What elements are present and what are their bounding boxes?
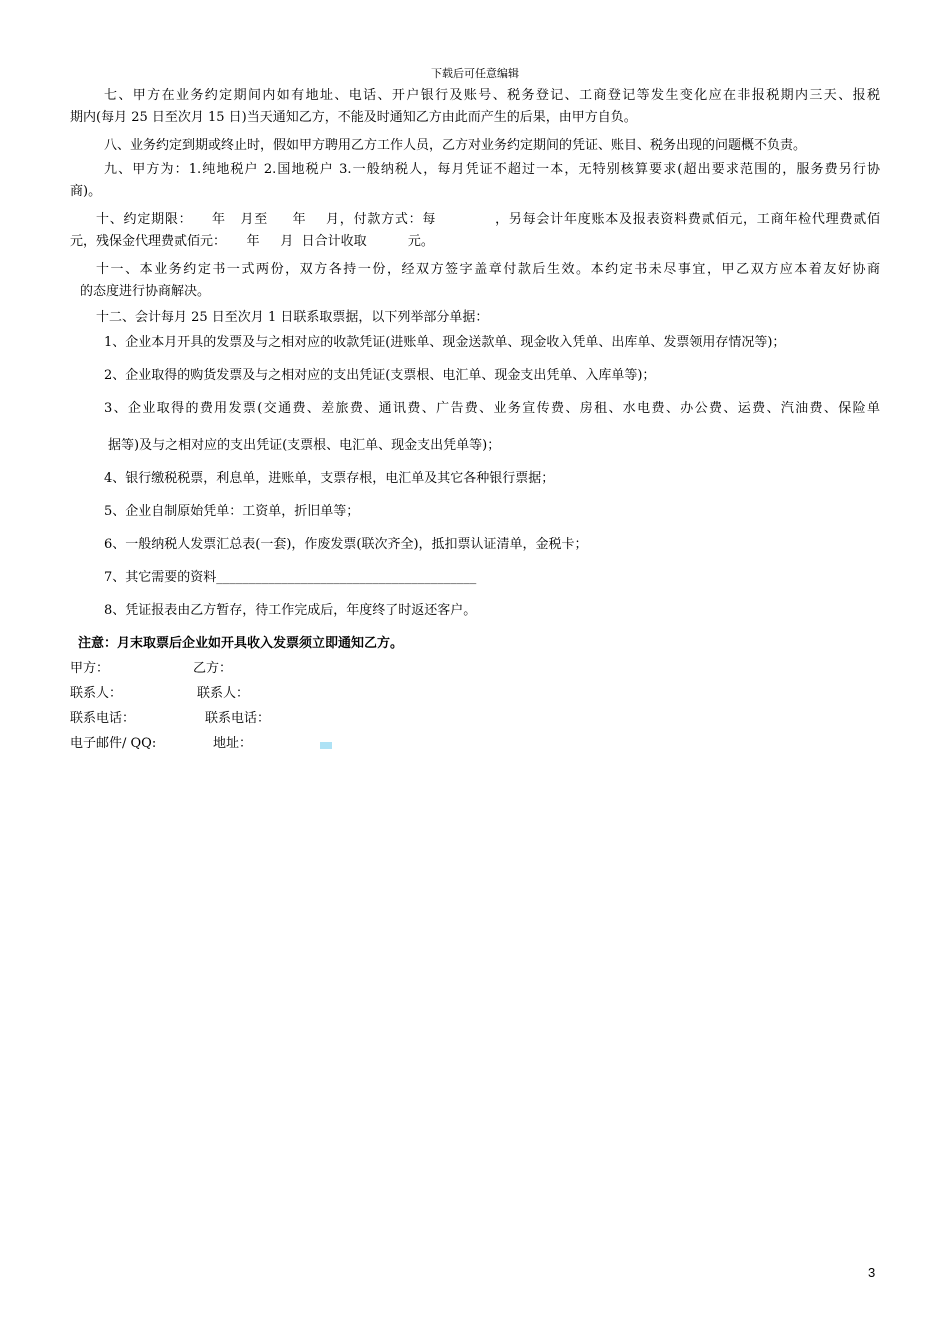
list-item-7: 7、其它需要的资料________________________________________ bbox=[104, 570, 477, 585]
list-item-3-line-2: 据等)及与之相对应的支出凭证(支票根、电汇单、现金支出凭单等)； bbox=[108, 438, 501, 453]
list-item-1: 1、企业本月开具的发票及与之相对应的收款凭证(进账单、现金送款单、现金收入凭单、出库单、发票领用存情况等)； bbox=[104, 335, 786, 350]
email-qq-label: 电子邮件/ QQ: bbox=[70, 736, 157, 751]
clause-7-line-1: 七、甲方在业务约定期间内如有地址、电话、开户银行及账号、税务登记、工商登记等发生变化应在非报税期内三天、报税 bbox=[104, 88, 880, 103]
phone-b-label: 联系电话： bbox=[205, 711, 271, 726]
party-b-label: 乙方： bbox=[193, 661, 233, 676]
list-item-4: 4、银行缴税税票，利息单，进账单，支票存根，电汇单及其它各种银行票据； bbox=[104, 471, 555, 486]
clause-11-line-1: 十一、本业务约定书一式两份，双方各持一份，经双方签字盖章付款后生效。本约定书未尽事宜，甲乙双方应本着友好协商 bbox=[96, 262, 880, 277]
clause-11-line-2: 的态度进行协商解决。 bbox=[80, 284, 211, 299]
list-item-2: 2、企业取得的购货发票及与之相对应的支出凭证(支票根、电汇单、现金支出凭单、入库单等)； bbox=[104, 368, 656, 383]
list-item-5: 5、企业自制原始凭单：工资单，折旧单等； bbox=[104, 504, 360, 519]
list-item-8: 8、凭证报表由乙方暂存，待工作完成后，年度终了时返还客户。 bbox=[104, 603, 477, 618]
contact-b-label: 联系人： bbox=[197, 686, 250, 701]
page-number: 3 bbox=[868, 1265, 876, 1280]
phone-a-label: 联系电话： bbox=[70, 711, 136, 726]
clause-9-line-1: 九、甲方为：1.纯地税户 2.国地税户 3.一般纳税人，每月凭证不超过一本，无特别核算要求(超出要求范围的，服务费另行协 bbox=[104, 162, 880, 177]
page-header: 下载后可任意编辑 bbox=[431, 67, 519, 80]
clause-7-line-2: 期内(每月 25 日至次月 15 日)当天通知乙方，不能及时通知乙方由此而产生的后果，由甲方自负。 bbox=[70, 110, 637, 125]
clause-10-line-2: 元，残保金代理费贰佰元： 年 月 日合计收取 元。 bbox=[70, 234, 434, 249]
list-item-6: 6、一般纳税人发票汇总表(一套)，作废发票(联次齐全)，抵扣票认证清单，金税卡； bbox=[104, 537, 588, 552]
list-item-3-line-1: 3、企业取得的费用发票(交通费、差旅费、通讯费、广告费、业务宣传费、房租、水电费、办公费、运费、汽油费、保险单 bbox=[104, 401, 880, 416]
clause-10-line-1: 十、约定期限： 年 月至 年 月，付款方式：每 ，另每会计年度账本及报表资料费贰佰元，工商年检代理费贰佰 bbox=[96, 212, 880, 227]
contact-a-label: 联系人： bbox=[70, 686, 123, 701]
clause-12: 十二、会计每月 25 日至次月 1 日联系取票据，以下列举部分单据： bbox=[96, 310, 489, 325]
highlight-mark bbox=[320, 742, 332, 749]
notice: 注意：月末取票后企业如开具收入发票须立即通知乙方。 bbox=[78, 636, 404, 651]
address-b-label: 地址： bbox=[213, 736, 253, 751]
clause-9-line-2: 商)。 bbox=[70, 184, 102, 199]
party-a-label: 甲方： bbox=[70, 661, 110, 676]
clause-8: 八、业务约定到期或终止时，假如甲方聘用乙方工作人员，乙方对业务约定期间的凭证、账目、税务出现的问题概不负责。 bbox=[104, 138, 807, 153]
